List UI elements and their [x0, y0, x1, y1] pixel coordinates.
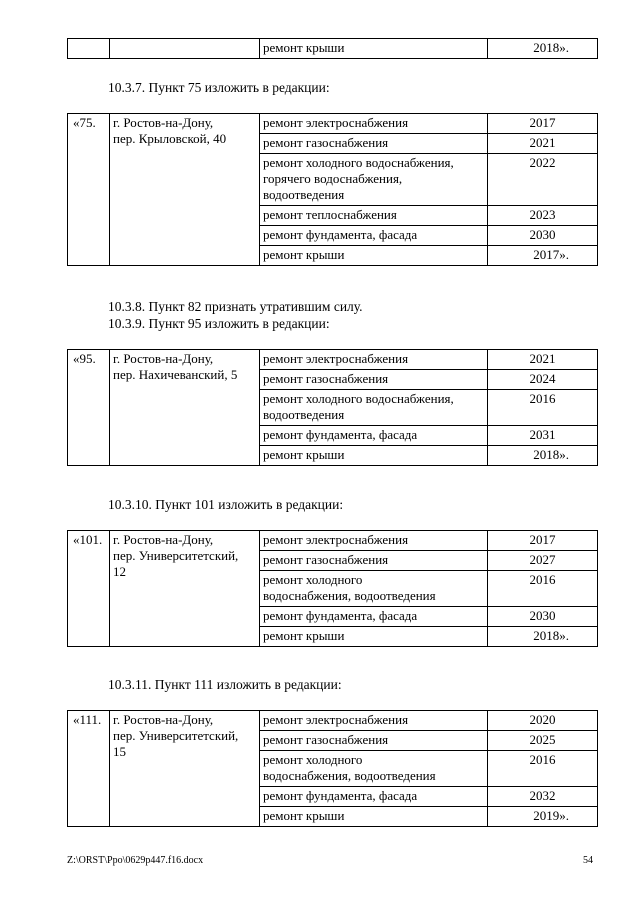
- section-table-75: [67, 113, 598, 266]
- year-cell: 2023: [488, 206, 598, 226]
- year-cell: 2018».: [488, 627, 598, 647]
- year-cell: 2017: [488, 114, 598, 134]
- row-number-cell: «111.: [68, 711, 110, 827]
- section-table-111: [67, 710, 598, 827]
- year-cell: 2025: [488, 731, 598, 751]
- year-cell: 2031: [488, 426, 598, 446]
- section-heading: 10.3.10. Пункт 101 изложить в редакции:: [108, 497, 344, 512]
- address-cell: г. Ростов-на-Дону, пер. Крыловской, 40: [110, 114, 260, 266]
- section-heading: 10.3.7. Пункт 75 изложить в редакции:: [108, 80, 330, 95]
- work-cell: ремонт холодного водоснабжения, водоотведения: [260, 390, 488, 426]
- work-cell: ремонт электроснабжения: [260, 531, 488, 551]
- row-number-cell: «101.: [68, 531, 110, 647]
- year-cell: 2024: [488, 370, 598, 390]
- work-cell: ремонт теплоснабжения: [260, 206, 488, 226]
- work-cell: ремонт холодного водоснабжения, водоотведения: [260, 751, 488, 787]
- work-cell: ремонт газоснабжения: [260, 134, 488, 154]
- row-number-cell: «75.: [68, 114, 110, 266]
- work-cell: ремонт электроснабжения: [260, 711, 488, 731]
- table-row: [68, 531, 598, 551]
- work-cell: ремонт холодного водоснабжения, водоотведения: [260, 571, 488, 607]
- table-row: [68, 114, 598, 134]
- address-cell: г. Ростов-на-Дону, пер. Нахичеванский, 5: [110, 350, 260, 466]
- work-cell: ремонт фундамента, фасада: [260, 607, 488, 627]
- work-cell: ремонт холодного водоснабжения, горячего водоснабжения, водоотведения: [260, 154, 488, 206]
- work-cell: ремонт крыши: [260, 39, 488, 59]
- work-cell: ремонт крыши: [260, 807, 488, 827]
- table-row: [68, 39, 598, 59]
- page-number: 54: [583, 855, 593, 866]
- section-heading: 10.3.11. Пункт 111 изложить в редакции:: [108, 677, 342, 692]
- year-cell: 2030: [488, 607, 598, 627]
- work-cell: ремонт газоснабжения: [260, 370, 488, 390]
- year-cell: 2020: [488, 711, 598, 731]
- row-number-cell: [68, 39, 110, 59]
- work-cell: ремонт электроснабжения: [260, 350, 488, 370]
- year-cell: 2021: [488, 350, 598, 370]
- year-cell: 2017: [488, 531, 598, 551]
- year-cell: 2018».: [488, 39, 598, 59]
- year-cell: 2021: [488, 134, 598, 154]
- row-number-cell: «95.: [68, 350, 110, 466]
- work-cell: ремонт фундамента, фасада: [260, 426, 488, 446]
- work-cell: ремонт фундамента, фасада: [260, 226, 488, 246]
- year-cell: 2017».: [488, 246, 598, 266]
- address-cell: г. Ростов-на-Дону, пер. Университетский, 15: [110, 711, 260, 827]
- year-cell: 2016: [488, 390, 598, 426]
- work-cell: ремонт фундамента, фасада: [260, 787, 488, 807]
- work-cell: ремонт крыши: [260, 446, 488, 466]
- year-cell: 2016: [488, 751, 598, 787]
- year-cell: 2019».: [488, 807, 598, 827]
- footer-file-path: Z:\ORST\Ppo\0629p447.f16.docx: [67, 855, 204, 866]
- year-cell: 2016: [488, 571, 598, 607]
- table-row: [68, 711, 598, 731]
- work-cell: ремонт электроснабжения: [260, 114, 488, 134]
- table-row: [68, 350, 598, 370]
- year-cell: 2027: [488, 551, 598, 571]
- address-cell: [110, 39, 260, 59]
- work-cell: ремонт крыши: [260, 627, 488, 647]
- continuation-table: [67, 38, 598, 59]
- section-table-101: [67, 530, 598, 647]
- section-note: 10.3.8. Пункт 82 признать утратившим силу.: [108, 299, 363, 314]
- year-cell: 2022: [488, 154, 598, 206]
- address-cell: г. Ростов-на-Дону, пер. Университетский, 12: [110, 531, 260, 647]
- section-heading: 10.3.9. Пункт 95 изложить в редакции:: [108, 316, 330, 331]
- year-cell: 2018».: [488, 446, 598, 466]
- section-table-95: [67, 349, 598, 466]
- work-cell: ремонт газоснабжения: [260, 551, 488, 571]
- work-cell: ремонт крыши: [260, 246, 488, 266]
- year-cell: 2032: [488, 787, 598, 807]
- year-cell: 2030: [488, 226, 598, 246]
- work-cell: ремонт газоснабжения: [260, 731, 488, 751]
